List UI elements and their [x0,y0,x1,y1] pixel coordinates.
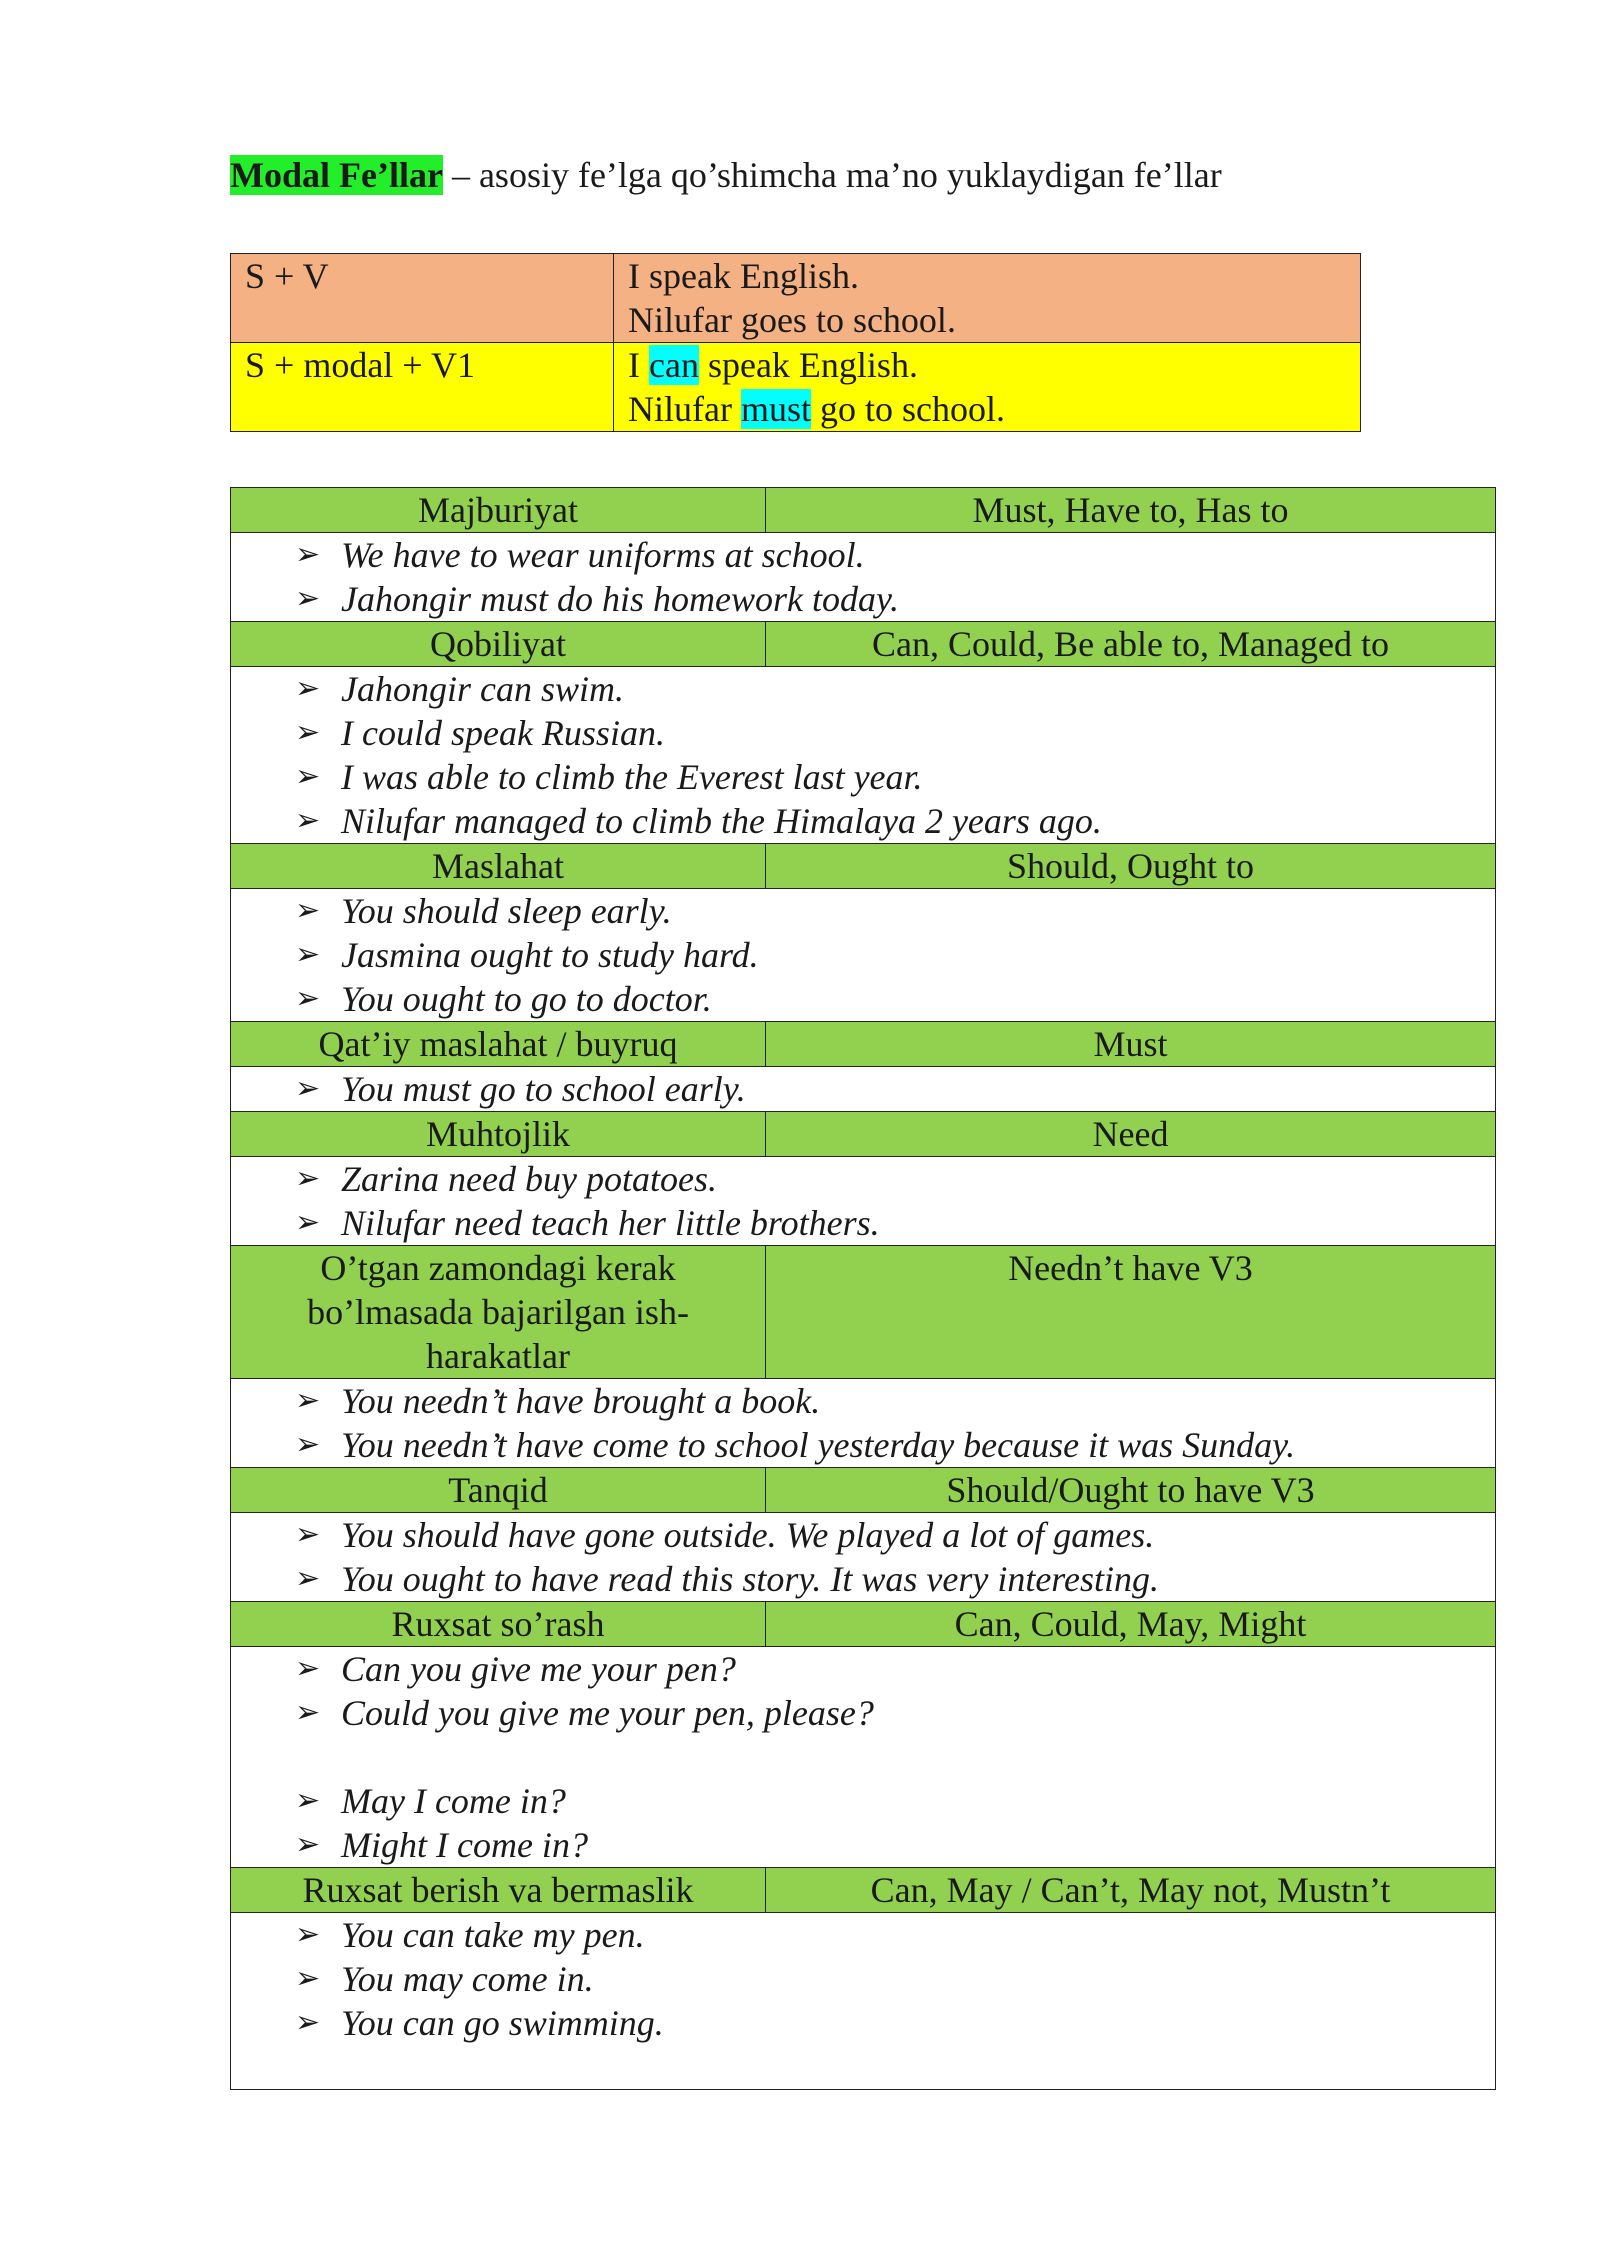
examples-row [231,889,1496,1022]
examples-row [231,1513,1496,1602]
modals-cell: Must [766,1022,1496,1067]
arrow-bullet-icon: ➢ [295,982,321,1015]
example-line: Nilufar goes to school. [628,300,956,340]
arrow-bullet-icon: ➢ [295,804,321,837]
example-text: Nilufar need teach her little brothers. [341,1203,880,1243]
arrow-bullet-icon: ➢ [295,894,321,927]
examples-cell [231,1067,1496,1112]
examples-cell [231,1913,1496,2090]
category-cell: Qobiliyat [231,622,766,667]
example-item [295,1513,1495,1557]
example-item [295,667,1495,711]
arrow-bullet-icon: ➢ [295,1518,321,1551]
example-item [295,889,1495,933]
examples-row [231,1157,1496,1246]
section-header [231,1112,1496,1157]
arrow-bullet-icon: ➢ [295,716,321,749]
category-line: O’tgan zamondagi kerak [320,1248,676,1288]
category-line: bo’lmasada bajarilgan ish- [307,1292,689,1332]
modals-cell: Need [766,1112,1496,1157]
example-text: Jahongir can swim. [341,669,624,709]
example-item [295,533,1495,577]
example-text: Jahongir must do his homework today. [341,579,899,619]
section-header [231,1602,1496,1647]
modals-cell: Can, May / Can’t, May not, Mustn’t [766,1868,1496,1913]
example-item [295,1913,1495,1957]
modals-cell: Must, Have to, Has to [766,488,1496,533]
example-text: I was able to climb the Everest last year. [341,757,923,797]
arrow-bullet-icon: ➢ [295,1428,321,1461]
example-text: You may come in. [341,1959,594,1999]
example-text: Could you give me your pen, please? [341,1693,874,1733]
example-text: You must go to school early. [341,1069,746,1109]
example-item [295,1691,1495,1735]
examples-row [231,1379,1496,1468]
example-text: Nilufar managed to climb the Himalaya 2 years ago. [341,801,1102,841]
modals-cell: Needn’t have V3 [766,1246,1496,1379]
examples-row [231,1067,1496,1112]
examples-row [231,1913,1496,2090]
arrow-bullet-icon: ➢ [295,938,321,971]
section-header [231,1868,1496,1913]
examples-cell [231,667,1496,844]
example-text: Zarina need buy potatoes. [341,1159,717,1199]
examples-cell [231,1647,1496,1868]
arrow-bullet-icon: ➢ [295,1162,321,1195]
arrow-bullet-icon: ➢ [295,2006,321,2039]
title-rest: – asosiy fe’lga qo’shimcha ma’no yuklaydigan fe’llar [442,155,1222,195]
category-cell: Ruxsat berish va bermaslik [231,1868,766,1913]
example-text: I [628,345,649,385]
example-item [295,1957,1495,2001]
section-header [231,1246,1496,1379]
example-item [295,1647,1495,1691]
arrow-bullet-icon: ➢ [295,672,321,705]
example-text: Might I come in? [341,1825,588,1865]
formula-cell: S + modal + V1 [231,343,614,432]
modals-cell: Can, Could, Be able to, Managed to [766,622,1496,667]
examples-row [231,1647,1496,1868]
example-text: Can you give me your pen? [341,1649,736,1689]
structure-row [231,343,1361,432]
structure-row [231,254,1361,343]
arrow-bullet-icon: ➢ [295,538,321,571]
example-item [295,1557,1495,1601]
category-cell: Maslahat [231,844,766,889]
example-line [628,387,1346,431]
example-text: You ought to go to doctor. [341,979,712,1019]
example-text: We have to wear uniforms at school. [341,535,865,575]
arrow-bullet-icon: ➢ [295,1696,321,1729]
arrow-bullet-icon: ➢ [295,1918,321,1951]
example-text: Nilufar [628,389,741,429]
section-header [231,622,1496,667]
modals-cell: Should/Ought to have V3 [766,1468,1496,1513]
page-title [230,150,1222,200]
example-text: I could speak Russian. [341,713,665,753]
examples-cell [231,889,1496,1022]
category-cell: Qat’iy maslahat / buyruq [231,1022,766,1067]
arrow-bullet-icon: ➢ [295,1652,321,1685]
examples-cell [231,1379,1496,1468]
arrow-bullet-icon: ➢ [295,1562,321,1595]
section-header [231,1468,1496,1513]
arrow-bullet-icon: ➢ [295,1384,321,1417]
example-item [295,1779,1495,1823]
example-text: go to school. [810,389,1005,429]
example-text: You should have gone outside. We played a lot of games. [341,1515,1155,1555]
example-item [295,1157,1495,1201]
category-cell: Muhtojlik [231,1112,766,1157]
example-item [295,577,1495,621]
arrow-bullet-icon: ➢ [295,760,321,793]
arrow-bullet-icon: ➢ [295,1206,321,1239]
modal-highlight: can [649,345,699,385]
category-line: harakatlar [426,1336,570,1376]
example-item [295,711,1495,755]
modal-highlight: must [740,389,811,429]
example-text: Jasmina ought to study hard. [341,935,759,975]
modals-cell: Should, Ought to [766,844,1496,889]
arrow-bullet-icon: ➢ [295,1962,321,1995]
arrow-bullet-icon: ➢ [295,582,321,615]
modals-cell: Can, Could, May, Might [766,1602,1496,1647]
example-text: You should sleep early. [341,891,672,931]
blank-line [295,1735,1495,1779]
title-highlight: Modal Fe’llar [230,155,443,195]
example-text: You ought to have read this story. It was very interesting. [341,1559,1159,1599]
example-cell [614,343,1361,432]
example-item [295,977,1495,1021]
category-cell [231,1246,766,1379]
formula-cell: S + V [231,254,614,343]
example-item [295,1823,1495,1867]
section-header [231,844,1496,889]
example-text: May I come in? [341,1781,566,1821]
category-cell: Majburiyat [231,488,766,533]
example-line [628,343,1346,387]
example-text: You can go swimming. [341,2003,664,2043]
example-text: speak English. [698,345,918,385]
example-line: I speak English. [628,256,859,296]
example-item [295,1201,1495,1245]
examples-row [231,533,1496,622]
example-item [295,755,1495,799]
examples-row [231,667,1496,844]
examples-cell [231,1513,1496,1602]
example-text: You can take my pen. [341,1915,645,1955]
arrow-bullet-icon: ➢ [295,1784,321,1817]
structure-table [230,253,1361,432]
section-header [231,1022,1496,1067]
category-cell: Tanqid [231,1468,766,1513]
example-item [295,933,1495,977]
example-text: You needn’t have come to school yesterday because it was Sunday. [341,1425,1296,1465]
modal-verbs-table [230,487,1496,2090]
example-item [295,1379,1495,1423]
examples-cell [231,533,1496,622]
examples-cell [231,1157,1496,1246]
example-item [295,1067,1495,1111]
example-cell [614,254,1361,343]
section-header [231,488,1496,533]
example-item [295,799,1495,843]
example-text: You needn’t have brought a book. [341,1381,821,1421]
category-cell: Ruxsat so’rash [231,1602,766,1647]
example-item [295,1423,1495,1467]
arrow-bullet-icon: ➢ [295,1072,321,1105]
arrow-bullet-icon: ➢ [295,1828,321,1861]
example-item [295,2001,1495,2045]
